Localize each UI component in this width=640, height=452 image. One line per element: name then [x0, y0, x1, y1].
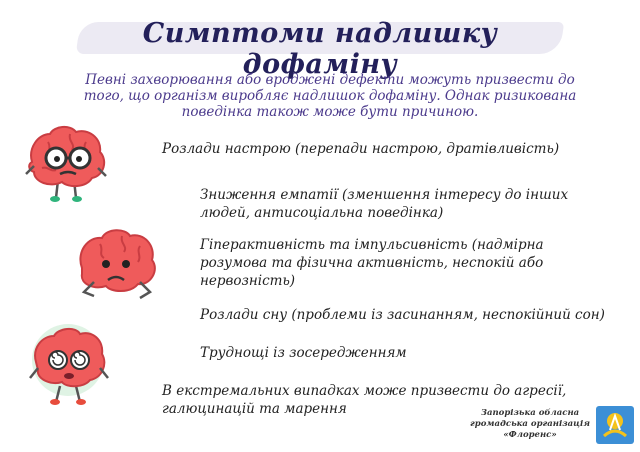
page-title: Симптоми надлишку дофаміну [142, 18, 498, 80]
symptom-item: Розлади сну (проблеми із засинанням, неспокійний сон) [200, 307, 605, 323]
organization-line: громадська організація [470, 419, 590, 429]
symptom-item: Труднощі із зосередженням [200, 345, 407, 361]
intro-paragraph: Певні захворювання або вроджені дефекти можуть призвести до того, що організм виробляє надлишок дофаміну. Однак ризикована поведінка також може бути причиною. [83, 72, 577, 120]
brain-sad-icon [70, 222, 160, 304]
brain-dizzy-icon [26, 318, 110, 406]
organization-line: «Флоренс» [503, 430, 557, 440]
organization-caption [462, 408, 598, 441]
organization-line: Запорізька обласна [480, 408, 580, 418]
symptom-item: Зниження емпатії (зменшення інтересу до інших людей, антисоціальна поведінка) [200, 187, 569, 221]
brain-glasses-icon [22, 118, 110, 206]
organization-logo-icon [596, 406, 634, 444]
symptom-item: В екстремальних випадках може призвести до агресії, галюцинацій та марення [162, 383, 567, 417]
title-banner [78, 14, 562, 80]
symptom-item: Розлади настрою (перепади настрою, дратівливість) [162, 141, 560, 157]
symptom-item: Гіперактивність та імпульсивність (надмірна розумова та фізична активність, неспокій або нервозність) [200, 237, 544, 289]
